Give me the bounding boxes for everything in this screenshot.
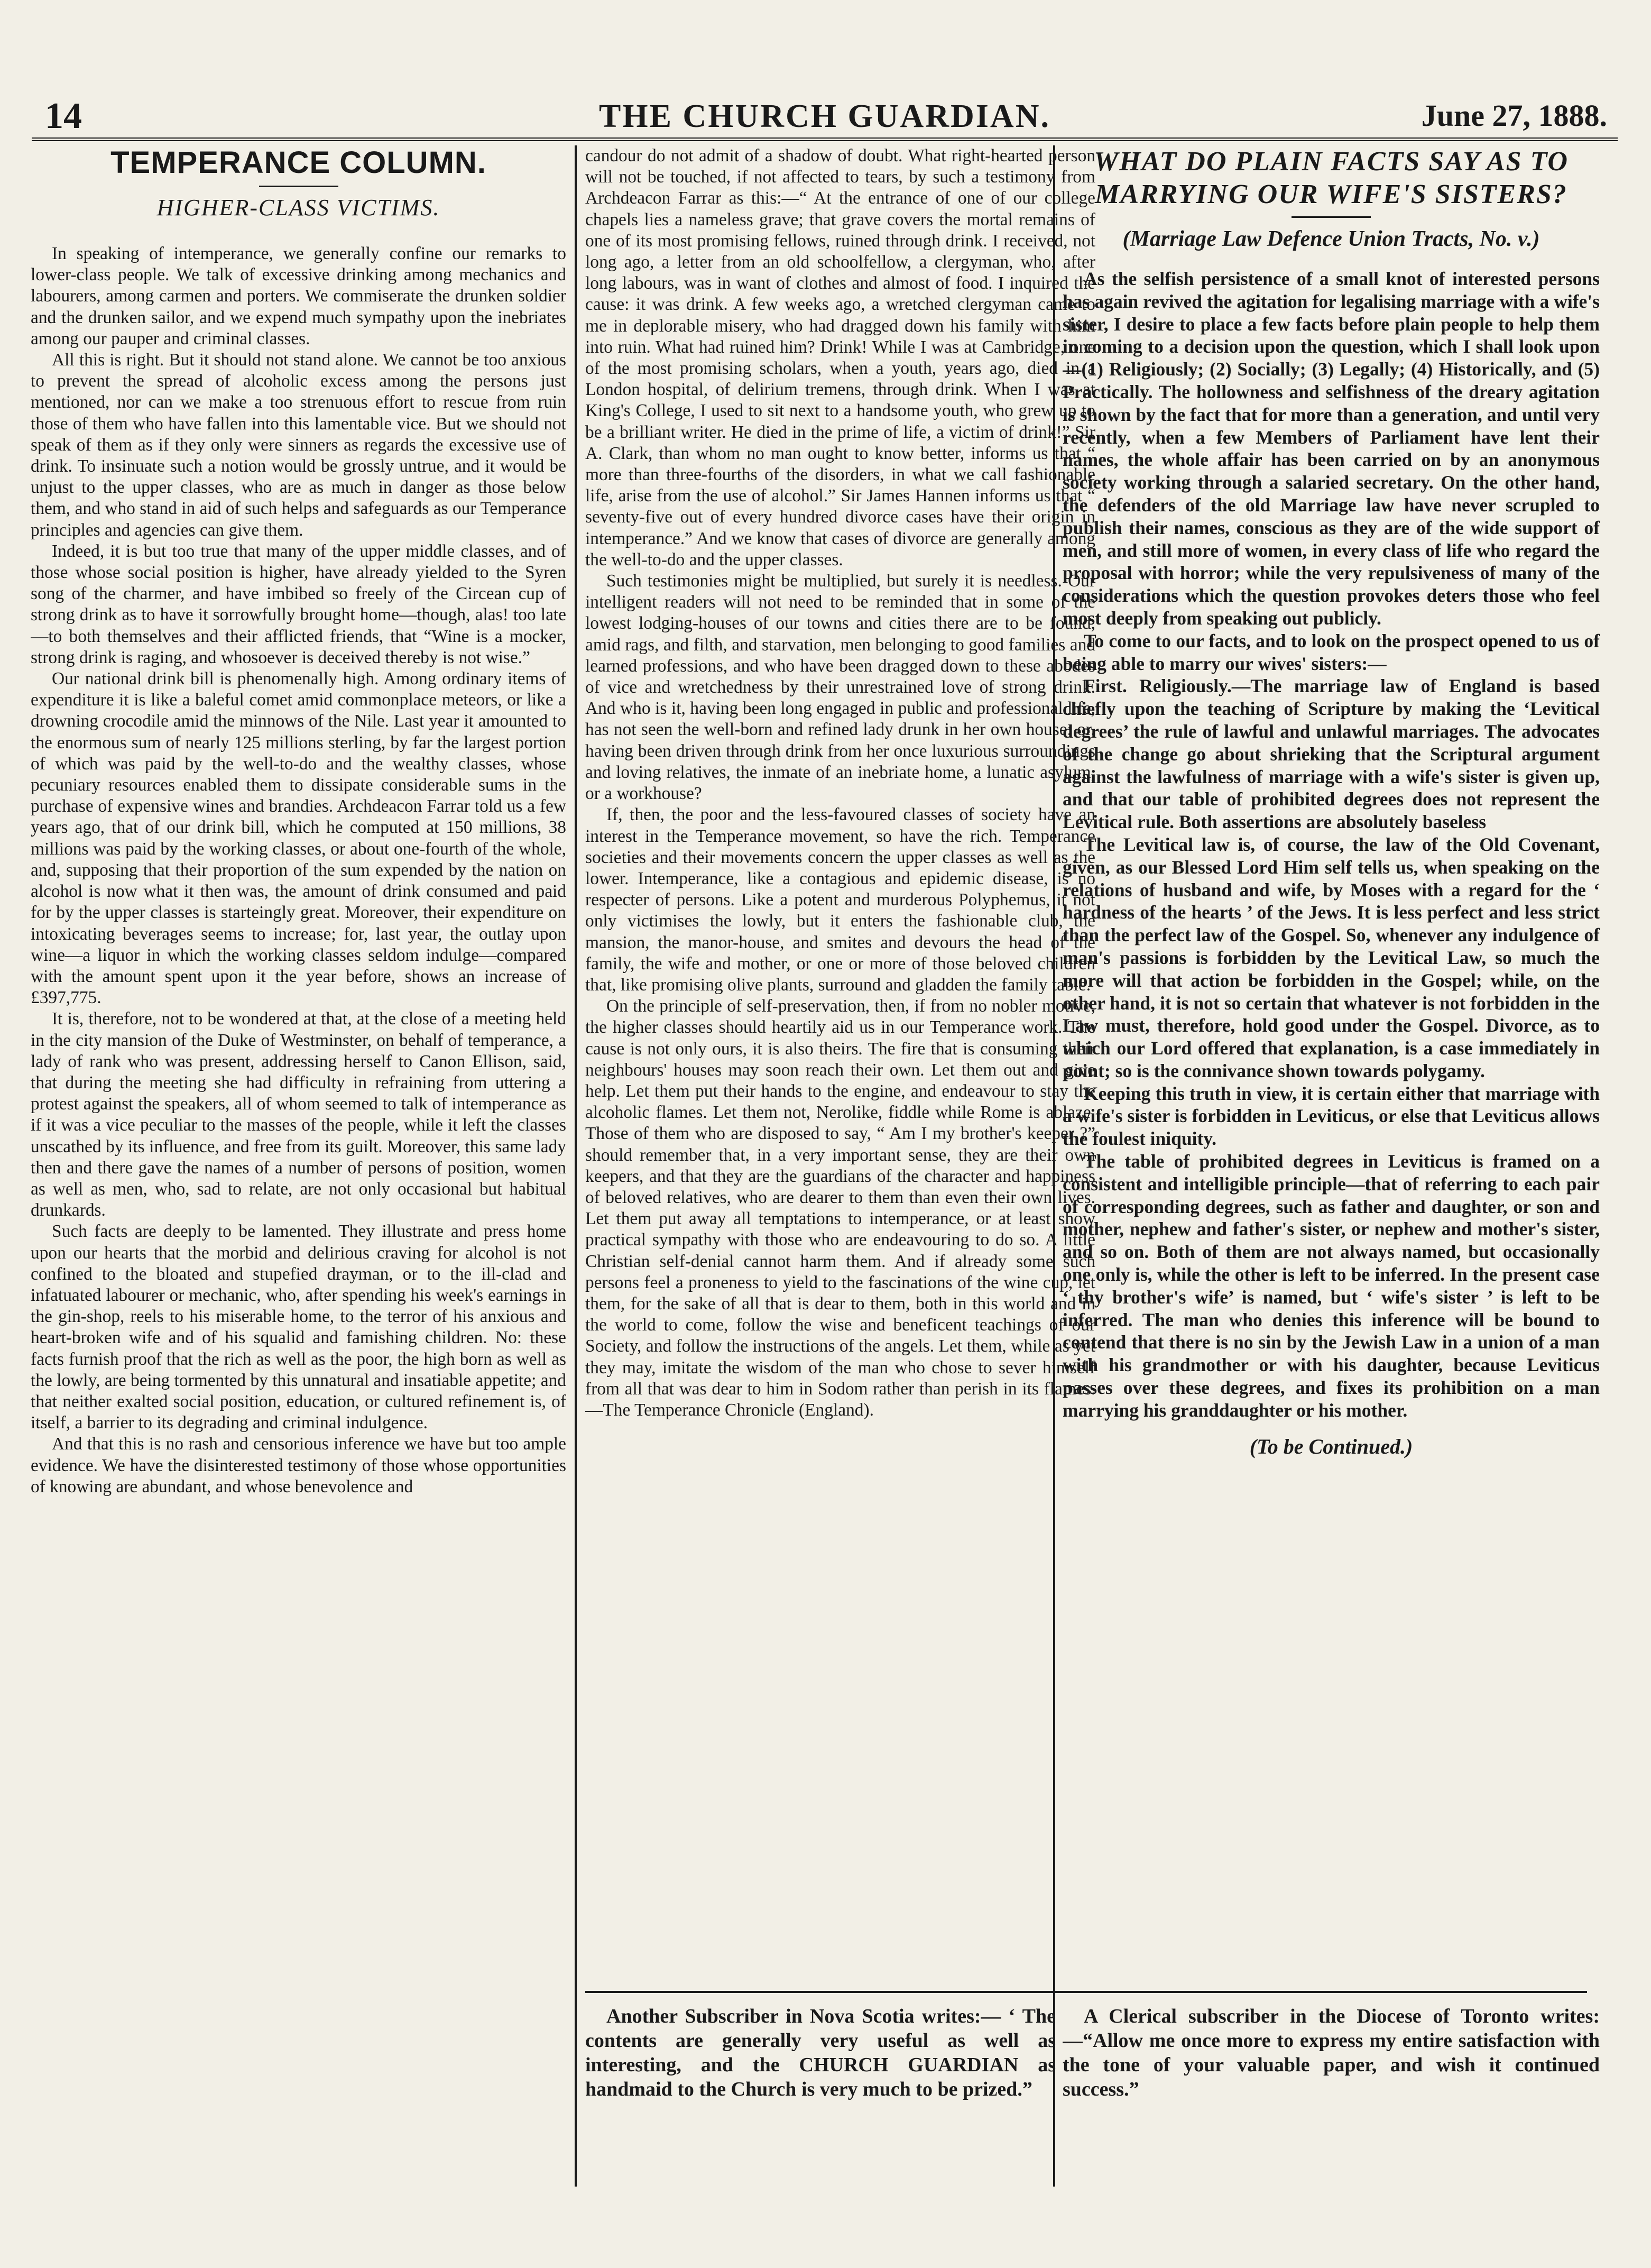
marriage-title: WHAT DO PLAIN FACTS SAY AS TO MARRYING OUR WIFE'S SISTERS? bbox=[1094, 146, 1569, 209]
letter-text: A Clerical subscriber in the Diocese of Toronto writes:—“Allow me once more to express my entire satisfaction with the tone of your valuable paper, and wish it continued success.” bbox=[1063, 2005, 1600, 2100]
title-rule bbox=[1292, 216, 1371, 218]
title-rule bbox=[259, 186, 338, 187]
paragraph: Our national drink bill is phenomenally high. Among ordinary items of expenditure it is like a baleful comet amid commonplace meteors, or like a drowning crocodile amid the minnows of the Nile. Last year it amounted to the enormous sum of nearly 125 millions sterling, by far the largest portion of which was paid by the well-to-do and the wealthy classes, whose pecuniary resources enabled them to dissipate considerable sums in the purchase of expensive wines and brandies. Archdeacon Farrar told us a few years ago, that of our drink bill, which he computed at 150 millions, 38 millions was paid by the working classes, or about one-fourth of the whole, and, supposing that their proportion of the sum expended by the nation on alcohol is now what it then was, the amount of drink consumed and paid for by the upper classes is starteingly great. Moreover, their expenditure on intoxicating beverages seems to increase; for, last year, the outlay upon wine—a liquor in which the working classes seldom indulge—compared with the amount spent upon it the year before, shows an increase of £397,775. bbox=[31, 669, 566, 1008]
paragraph: The table of prohibited degrees in Leviticus is framed on a consistent and intelligible principle—that of referring to each pair of corresponding degrees, such as father and daughter, or son and mother, nephew and father's sister, or nephew and mother's sister, and so on. Both of them are not always named, but occasionally one only is, while the other is left to be inferred. In the present case ‘ thy brother's wife’ is named, but ‘ wife's sister ’ is left to be inferred. The man who denies this inference will be bound to contend that there is no sin by the Jewish Law in a union of a man with his grandmother or with his daughter, because Leviticus passes over these degrees, and fixes its prohibition on a man marrying his granddaughter or his mother. bbox=[1063, 1151, 1600, 1421]
paragraph: And that this is no rash and censorious inference we have but too ample evidence. We have the disinterested testimony of those whose opportunities of knowing are abundant, and whose benevolence and bbox=[31, 1434, 566, 1496]
marriage-source: (Marriage Law Defence Union Tracts, No. v.) bbox=[1122, 227, 1540, 251]
paragraph: On the principle of self-preservation, then, if from no nobler motive, the higher classes should heartily aid us in our Temperance work. The cause is not only ours, it is also theirs. The fire that is consuming their neighbours' houses may soon reach their own. Let them out and give help. Let them put their hands to the engine, and endeavour to stay the alcoholic flames. Let them not, Nerolike, fiddle while Rome is ablaze. Those of them who are disposed to say, “ Am I my brother's keeper ?” should remember that, in a very important sense, they are their own keepers, and that they are the guardians of the character and happiness of beloved relatives, who are dearer to them than even their own lives. Let them put away all temptations to intemperance, or at least show practical sympathy with those who are endeavouring to do so. A little Christian self-denial cannot harm them. And if already some such persons feel a proneness to yield to the fascinations of the wine cup, let them, for the sake of all that is dear to them, both in this world and in the world to come, follow the wise and beneficent teachings of our Society, and follow the instructions of the angels. Let them, while as yet they may, imitate the wisdom of the man who chose to sever himself from all that was dear to him in Sodom rather than perish in its flames.—The Temperance Chronicle (England). bbox=[585, 996, 1095, 1420]
paragraph: Such facts are deeply to be lamented. They illustrate and press home upon our hearts that the morbid and delirious craving for alcohol is not confined to the bloated and stupefied drayman, or to the ill-clad and infatuated labourer or mechanic, who, after spending his week's earnings in the gin-shop, reels to his miserable home, to the terror of his anxious and heart-broken wife and of his squalid and famishing children. No: these facts furnish proof that the rich as well as the poor, the high born as well as the lowly, are being tormented by this unnatural and insatiable appetite; and that neither exalted social position, education, or cultured refinement is, of itself, a barrier to its degrading and criminal indulgence. bbox=[31, 1222, 566, 1433]
masthead bbox=[32, 85, 1618, 141]
paragraph: It is, therefore, not to be wondered at that, at the close of a meeting held in the city mansion of the Duke of Westminster, on behalf of temperance, a lady of rank who was present, addressing herself to Canon Ellison, said, that during the meeting she had difficulty in refraining from uttering a protest against the speakers, all of whom seemed to talk of intemperance as if it was a vice peculiar to the masses of the people, while it left the classes unscathed by its influence, and free from its guilt. Moreover, this same lady then and there gave the names of a number of persons of position, women as well as men, who, sad to relate, are not only occasional but habitual drunkards. bbox=[31, 1009, 566, 1220]
paragraph: Keeping this truth in view, it is certain either that marriage with a wife's sister is forbidden in Leviticus, or else that Leviticus allows the foulest iniquity. bbox=[1063, 1082, 1600, 1150]
paragraph: To come to our facts, and to look on the prospect opened to us of being able to marry our wives' sisters:— bbox=[1063, 630, 1600, 674]
temperance-column bbox=[31, 145, 566, 1980]
to-be-continued: (To be Continued.) bbox=[1249, 1434, 1413, 1458]
paragraph: In speaking of intemperance, we generally confine our remarks to lower-class people. We talk of excessive drinking among mechanics and labourers, among carmen and porters. We commiserate the drunken soldier and the drunken sailor, and we expend much sympathy upon the inebriates among our pauper and criminal classes. bbox=[31, 244, 566, 348]
paragraph: First. Religiously.—The marriage law of England is based chiefly upon the teaching of Scripture by making the ‘Levitical degrees’ the rule of lawful and unlawful marriages. The advocates of the change go about shrieking that the Scriptural argument against the lawfulness of marriage with a wife's sister is given up, and that our table of prohibited degrees does not represent the Levitical rule. Both assertions are absolutely baseless bbox=[1063, 675, 1600, 833]
paragraph: If, then, the poor and the less-favoured classes of society have an interest in the Temperance movement, so have the rich. Temperance societies and their movements concern the upper classes as well as the lower. Intemperance, like a contagious and epidemic disease, is no respecter of persons. Like a potent and murderous Polyphemus, it not only victimises the lowly, but it enters the fashionable club, the mansion, the manor-house, and smites and devours the head of the family, the wife and mother, or one or more of those beloved children that, like promising olive plants, surround and gladden the family table. bbox=[585, 805, 1095, 995]
section-rule bbox=[585, 1991, 1587, 1993]
paragraph: candour do not admit of a shadow of doubt. What right-hearted person will not be touched, if not affected to tears, by such a testimony from Archdeacon Farrar as this:—“ At the entrance of one of our college chapels lies a nameless grave; that grave covers the mortal remains of one of its most promising fellows, ruined through drink. I received, not long ago, a letter from an old schoolfellow, a clergyman, who, after long labours, was in want of clothes and almost of food. I inquired the cause: it was drink. A few weeks ago, a wretched clergyman came to me in deplorable misery, who had dragged down his family with him into ruin. What had ruined him? Drink! While I was at Cambridge, one of the most promising scholars, when a youth, years ago, died in a London hospital, of delirium tremens, through drink. When I was at King's College, I used to sit next to a handsome youth, who grew up to be a brilliant writer. He died in the prime of life, a victim of drink!” Sir A. Clark, than whom no man ought to know better, informs us that “ more than three-fourths of the disorders, in what we call fashionable life, arise from the use of alcohol.” Sir James Hannen informs us that “ seventy-five out of every hundred divorce cases have their origin in intemperance.” And we know that cases of divorce are generally among the well-to-do and the upper classes. bbox=[585, 146, 1095, 570]
letter-toronto bbox=[1063, 2004, 1600, 2179]
issue-date: June 27, 1888. bbox=[1421, 98, 1607, 133]
marriage-article bbox=[1063, 145, 1600, 1980]
page-number: 14 bbox=[45, 96, 82, 136]
paragraph: Indeed, it is but too true that many of the upper middle classes, and of those whose social position is higher, have already yielded to the Syren song of the charmer, and have imbibed so freely of the Circean cup of strong drink as to have it sorrowfully brought home—though, alas! too late—to both themselves and their afflicted friends, that “Wine is a mocker, strong drink is raging, and whosoever is deceived thereby is not wise.” bbox=[31, 541, 566, 667]
temperance-subtitle: HIGHER-CLASS VICTIMS. bbox=[156, 195, 440, 221]
paragraph: The Levitical law is, of course, the law of the Old Covenant, given, as our Blessed Lord Him self tells us, when speaking on the relations of husband and wife, by Moses with a regard for the ‘ hardness of the hearts ’ of the Jews. It is less perfect and less strict than the perfect law of the Gospel. So, whenever any indulgence of man's passions is forbidden by the Levitical Law, so much the more will that action be forbidden in the Gospel; while, on the other hand, it is not so certain that whatever is not forbidden in the Law must, therefore, hold good under the Gospel. Divorce, as to which our Lord offered that explanation, is a case immediately in point; so is the connivance shown towards polygamy. bbox=[1063, 833, 1600, 1081]
paragraph: As the selfish persistence of a small knot of interested persons has again revived the agitation for legalising marriage with a wife's sister, I desire to place a few facts before plain people to help them in coming to a decision upon the question, which I shall look upon—(1) Religiously; (2) Socially; (3) Legally; (4) Historically, and (5) Practically. The hollowness and selfishness of the dreary agitation is shown by the fact that for more than a generation, and until very recently, when a few Members of Parliament have lent their names, the whole affair has been carried on by an anonymous society working through a salaried secretary. On the other hand, the defenders of the old Marriage law have never scrupled to publish their names, conscious as they are of the wide support of men, and still more of women, in every class of life who regard the proposal with horror; while the very repulsiveness of many of the considerations which the question provokes deters those who feel most deeply from speaking out publicly. bbox=[1063, 268, 1600, 629]
letter-nova-scotia bbox=[585, 2004, 1056, 2179]
paper-title: THE CHURCH GUARDIAN. bbox=[599, 98, 1050, 134]
paragraph: Such testimonies might be multiplied, but surely it is needless. Our intelligent readers will not need to be reminded that in some of the lowest lodging-houses of our towns and cities there are to be found, amid rags, and filth, and starvation, men belonging to good families and learned professions, and who have been dragged down to these abodes of vice and wretchedness by their unrestrained love of strong drink. And who is it, having been long engaged in public and professional life, has not seen the well-born and refined lady drunk in her own house; or, having been driven through drink from her once luxurious surroundings and loving relatives, the inmate of an inebriate home, a lunatic asylum, or a workhouse? bbox=[585, 571, 1095, 804]
temperance-title: TEMPERANCE COLUMN. bbox=[110, 145, 486, 180]
paragraph: All this is right. But it should not stand alone. We cannot be too anxious to prevent the spread of alcoholic excess among the persons just mentioned, nor can we make a too strenuous effort to rescue from ruin those of them who have fallen into this lamentable vice. But we should not speak of them as if they only were sinners as regards the excessive use of drink. To insinuate such a notion would be grossly untrue, and it would be unjust to the upper classes, who are as much in danger as those below them, and who stand in aid of such helps and safeguards as our Temperance principles and agencies can give them. bbox=[31, 350, 566, 540]
column-divider-1 bbox=[575, 145, 577, 2187]
letter-text: Another Subscriber in Nova Scotia writes:— ‘ The contents are generally very useful as well as interesting, and the CHURCH GUARDIAN as handmaid to the Church is very much to be prized.” bbox=[585, 2005, 1056, 2100]
temperance-column-continued bbox=[585, 145, 1095, 1980]
